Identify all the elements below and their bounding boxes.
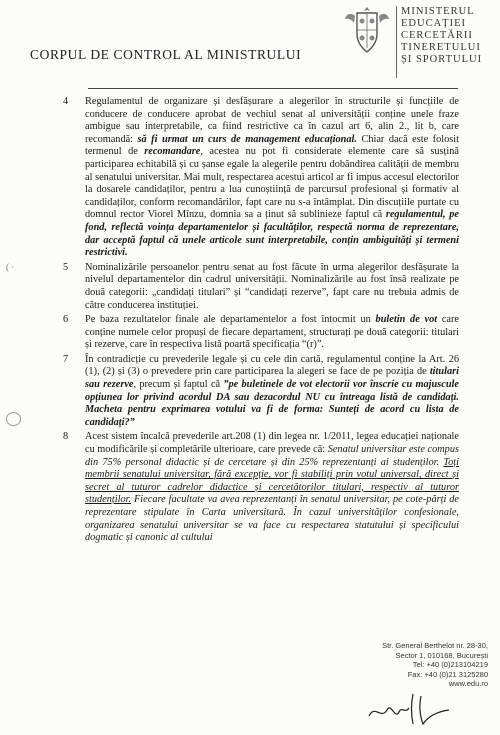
- margin-mark: ( ·: [6, 262, 15, 272]
- department-title: CORPUL DE CONTROL AL MINISTRULUI: [30, 47, 302, 62]
- text-run: titulari sau rezerve: [85, 366, 459, 391]
- text-run: Acest sistem încalcă prevederile art.208 (1) din legea nr. 1/2011, legea educației naționale cu modificările și completările ulterioare, care prevede că:: [85, 431, 459, 456]
- text-run: recomandare: [144, 146, 201, 158]
- header-rule: [88, 88, 458, 89]
- numbered-paragraph: [63, 96, 459, 260]
- ministry-line: ȘI SPORTULUI: [401, 54, 483, 65]
- text-run: buletin de vot: [375, 314, 438, 326]
- text-run: regulamentul, pe fond, reflectă voința departamentelor și facultăților, respectă norma de reprezentare, dar acceptă faptul că unele articole sunt interpretabile, conțin ambiguități și termeni restrictivi.: [85, 209, 459, 259]
- paragraph-text: [85, 354, 459, 430]
- contact-footer: [318, 641, 488, 689]
- paragraph-number: 4: [63, 96, 69, 107]
- handwritten-signature: [365, 690, 455, 728]
- paragraph-number: 5: [63, 261, 69, 273]
- text-run: Chiar dacă este folosit termenul de: [85, 133, 459, 158]
- text-run: Fiecare facultate va avea reprezentanți în senatul universitar, pe cote-părți de reprezentare stipulate în Carta universitară. În cazul universităților confesionale, organizarea senatului universitar se va face cu respectarea statutului și specificului dogmatic și canonic al cultului: [85, 494, 459, 544]
- numbered-paragraph: [63, 431, 459, 544]
- ministry-line: CERCETĂRII: [401, 30, 473, 41]
- ministry-line: EDUCAȚIEI: [401, 18, 466, 29]
- footer-line: Tel: +40 (0)213104219: [412, 660, 488, 670]
- paragraph-number: 8: [63, 431, 69, 443]
- paragraph-number: 6: [63, 314, 69, 326]
- footer-line: Str. General Berthelot nr. 28-30,: [382, 641, 488, 650]
- ministry-line: TINERETULUI: [401, 42, 481, 53]
- punch-hole-mark: [6, 412, 21, 426]
- paragraph-text: [85, 96, 459, 260]
- header-divider: [396, 6, 397, 78]
- text-run: care conține numele celor propuși de fiecare departament, structurați pe două categorii: titulari și rezerve, care în respectiva listă poartă specificația “(r)”.: [85, 314, 460, 351]
- footer-line: Sector 1, 010168, București: [395, 650, 488, 660]
- paragraph-text: [85, 431, 459, 544]
- ministry-line: MINISTERUL: [401, 6, 475, 17]
- paragraph-text: [85, 314, 459, 352]
- text-run: În contradicție cu prevederile legale și cu cele din cartă, regulamentul conține la Art. 26 (1), (2) și (3) o prevedere prin care participarea la alegeri se face de pe poziția de: [85, 353, 459, 378]
- footer-line: Fax: +40 (0)21 3125280: [407, 669, 488, 679]
- ministry-name-block: [401, 6, 497, 66]
- text-run: Toți membrii senatului universitar, fără excepție, vor fi stabiliți prin votul universal, direct și secret al tuturor cadrelor didactice și cercetătorilor titulari, respectiv al tuturor studenților.: [85, 456, 459, 506]
- text-run: Nominalizările persoanelor pentru senat au fost făcute în urma alegerilor desfășurate la nivelul departamentelor din cadrul universității. Nominalizările au fost însă realizate pe două categorii: „candidați titulari” și “candidați rezerve”, fapt care nu trebuia admis de către conducerea instituției.: [85, 261, 459, 311]
- text-run: Pe baza rezultatelor finale ale departamentelor a fost întocmit un: [85, 314, 376, 326]
- coat-of-arms-icon: [341, 4, 393, 56]
- text-run: să fi urmat un curs de management educațional.: [137, 133, 357, 145]
- text-run: ”pe buletinele de vot electorii vor înscrie cu majuscule opțiunea lor privind acordul DA sau dezacordul NU cu întreaga listă de candidați. Macheta pentru exprimarea votului va fi de forma: Sunteți de acord cu lista de candidați?”: [85, 379, 459, 428]
- document-body: [63, 96, 459, 547]
- numbered-paragraph: [63, 314, 459, 352]
- text-run: Regulamentul de organizare și desfășurare a alegerilor în structurile și funcțiile de conducere de conducere aprobat de vechiul senat al universității conține unele fraze ambigue sau interpretabile, ca fiind restrictive ca în cazul art 6, alin 2., lit b, care recomandă:: [85, 96, 459, 145]
- footer-line: www.edu.ro: [448, 679, 488, 689]
- text-run: , precum și faptul că: [133, 379, 224, 391]
- text-run: Senatul universitar este compus din 75% personal didactic și de cercetare și din 25% reprezentanți ai studenților.: [85, 444, 459, 468]
- paragraph-text: [85, 262, 459, 312]
- paragraph-number: 7: [63, 353, 69, 365]
- numbered-paragraph: [63, 262, 459, 312]
- text-run: , acestea nu pot fi considerate elemente care să susțină participarea echitabilă și cu șanse egale la alegerile pentru dobândirea calității de membru al senatului universitar. Mai mult, respectarea acestui articol ar fi impus accesul electorilor la dosarele candidaților, pentru a lua cunoștiință de parcursul profesional și formativ al candidaților, conform recomandărilor, fapt care nu s-a întâmplat. Din discuțiile purtate cu domnul rector Viorel Mînzu, domnia sa a ținut să sublinieze faptul că: [85, 146, 459, 221]
- numbered-paragraph: [63, 354, 459, 430]
